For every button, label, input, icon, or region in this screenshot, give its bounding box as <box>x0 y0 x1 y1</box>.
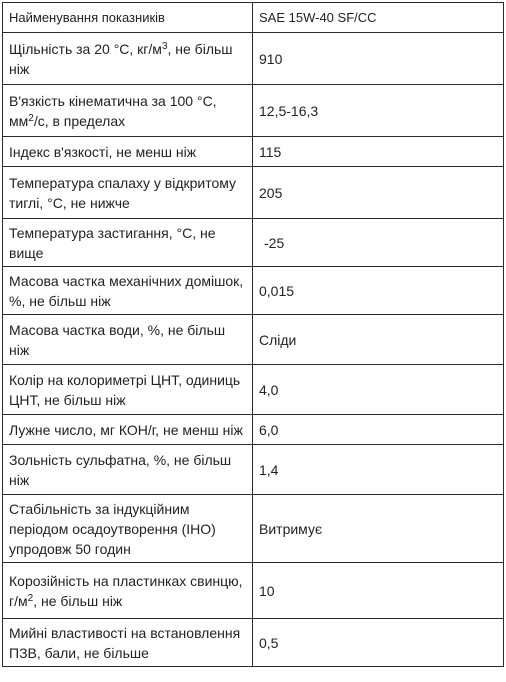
property-value-cell: 0,5 <box>253 619 504 667</box>
property-name-cell <box>3 85 253 137</box>
property-value-cell: Витримує <box>253 495 504 563</box>
property-name-cell: Колір на колориметрі ЦНТ, одиниць ЦНТ, не більш ніж <box>3 365 253 415</box>
property-value-cell: 115 <box>253 137 504 167</box>
property-name-cell: Мийні властивості на встановлення ПЗВ, бали, не більше <box>3 619 253 667</box>
property-name-cell: Масова частка води, %, не більш ніж <box>3 315 253 365</box>
property-name-text: В'язкість кінематична за 100 °С, мм <box>9 92 217 129</box>
table-row <box>3 85 504 137</box>
property-value-cell: 4,0 <box>253 365 504 415</box>
properties-table <box>2 2 504 667</box>
table-row <box>3 415 504 445</box>
property-name-cell: Температура застигання, °С, не вище <box>3 219 253 267</box>
table-row <box>3 33 504 85</box>
property-name-text: Корозійність на пластинках свинцю, г/м <box>9 572 243 609</box>
property-value-cell: 10 <box>253 563 504 619</box>
property-name-text: Щільність за 20 °С, кг/м <box>9 40 162 57</box>
unit-superscript: 2 <box>28 112 34 124</box>
property-name-cell: Масова частка механічних домішок, %, не більш ніж <box>3 267 253 315</box>
property-name-cell: Лужне число, мг КОН/г, не менш ніж <box>3 415 253 445</box>
property-value-cell: 910 <box>253 33 504 85</box>
header-name-cell: Найменування показників <box>3 3 253 33</box>
property-name-cell <box>3 33 253 85</box>
property-name-text: , не більш ніж <box>33 592 123 609</box>
table-header-row <box>3 3 504 33</box>
unit-superscript: 3 <box>161 40 168 52</box>
table-row <box>3 267 504 315</box>
property-name-cell <box>3 563 253 619</box>
table-row <box>3 445 504 495</box>
table-row <box>3 619 504 667</box>
table-row <box>3 315 504 365</box>
property-value-cell: 0,015 <box>253 267 504 315</box>
property-value-cell: 6,0 <box>253 415 504 445</box>
property-value-cell <box>253 219 504 267</box>
property-value-cell: 205 <box>253 167 504 219</box>
property-name-text: , не більш ніж <box>9 40 233 77</box>
property-name-cell: Індекс в'язкості, не менш ніж <box>3 137 253 167</box>
property-value-text: -25 <box>264 234 285 251</box>
property-name-text: /с, в пределах <box>33 112 126 129</box>
property-name-cell: Стабільність за індукційним періодом осадоутворення (ІНО) упродовж 50 годин <box>3 495 253 563</box>
unit-superscript: 2 <box>27 592 34 604</box>
property-value-cell: 1,4 <box>253 445 504 495</box>
property-name-cell: Зольність сульфатна, %, не більш ніж <box>3 445 253 495</box>
table-row <box>3 495 504 563</box>
table-row <box>3 167 504 219</box>
header-value-cell: SAE 15W-40 SF/CC <box>253 3 504 33</box>
property-value-cell: 12,5-16,3 <box>253 85 504 137</box>
table-row <box>3 219 504 267</box>
table-row <box>3 365 504 415</box>
table-row <box>3 137 504 167</box>
property-value-cell: Сліди <box>253 315 504 365</box>
table-row <box>3 563 504 619</box>
property-name-cell: Температура спалаху у відкритому тиглі, °С, не нижче <box>3 167 253 219</box>
